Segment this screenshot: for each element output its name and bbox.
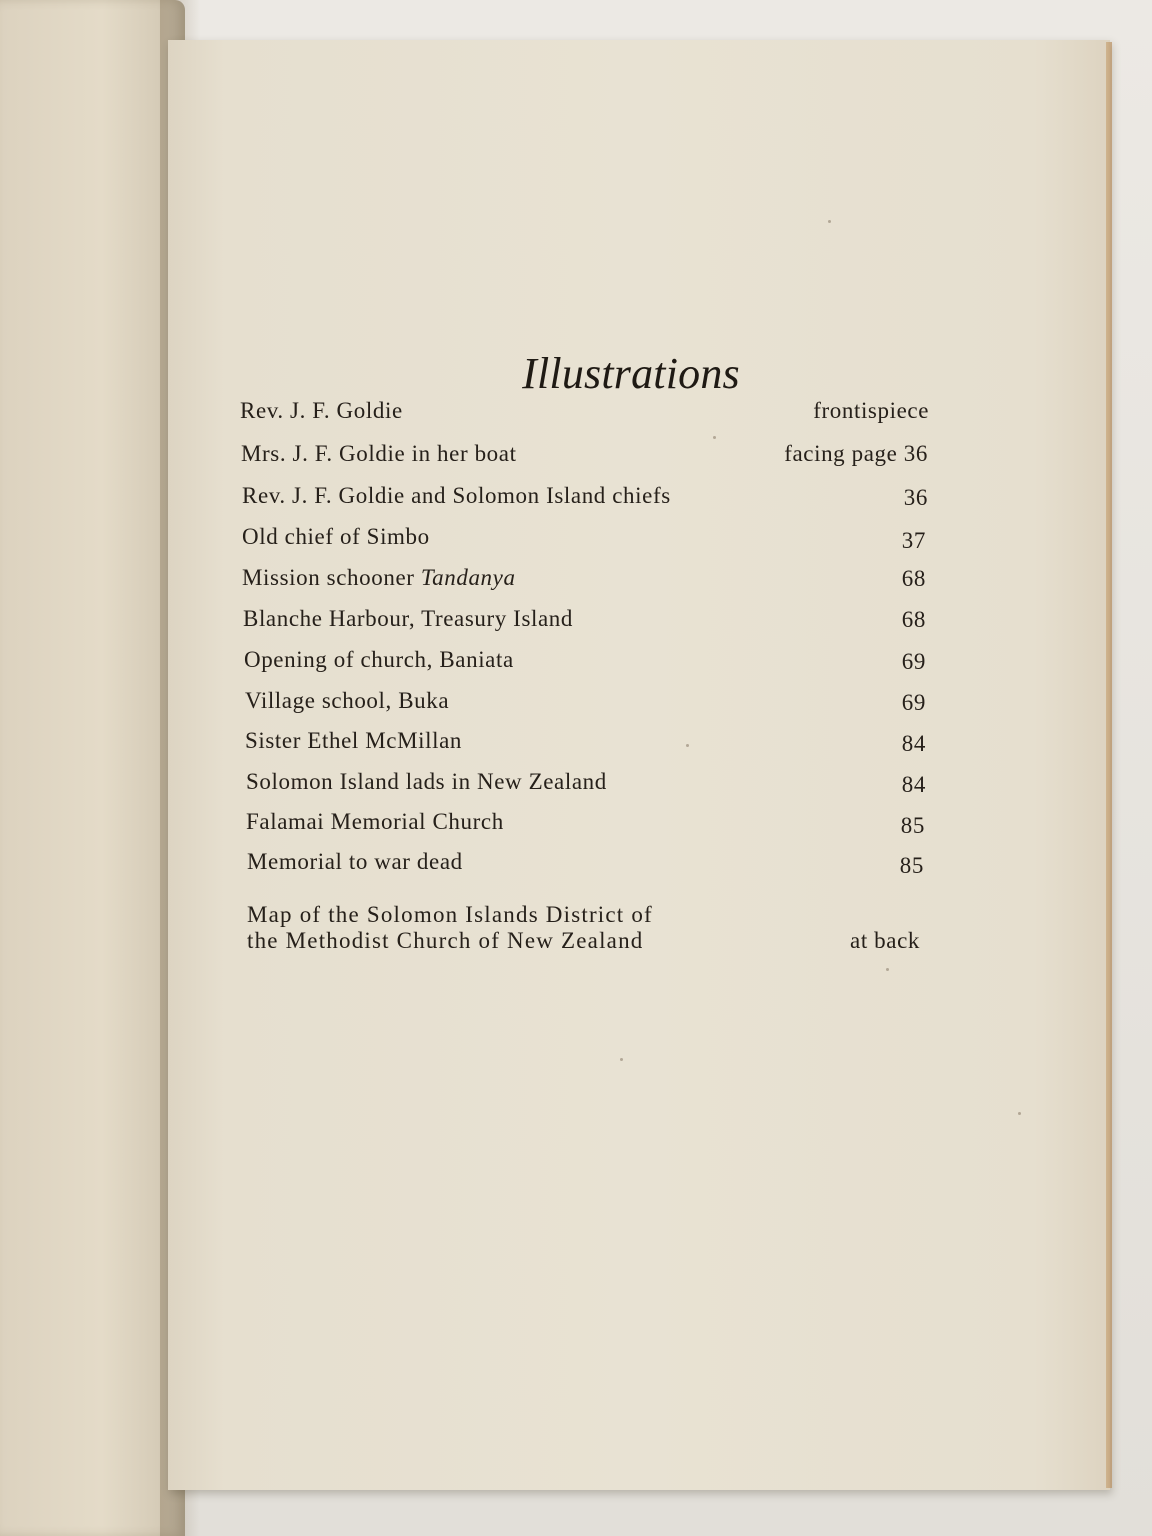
- paper-speck: [1018, 1112, 1021, 1115]
- list-item-page: frontispiece: [813, 398, 929, 423]
- list-item-label: [242, 565, 516, 591]
- paper-speck: [886, 968, 889, 971]
- list-item-label: Rev. J. F. Goldie: [240, 398, 403, 423]
- ship-name-italic: Tandanya: [420, 565, 516, 590]
- list-item-page: 85: [900, 813, 925, 838]
- list-item-label: Falamai Memorial Church: [246, 809, 504, 834]
- list-item-page: facing page 36: [784, 441, 928, 466]
- list-item-label: Blanche Harbour, Treasury Island: [243, 606, 573, 631]
- list-item-label: Solomon Island lads in New Zealand: [246, 769, 607, 794]
- list-item-page: 37: [901, 528, 926, 553]
- list-item-page: 84: [901, 731, 926, 756]
- list-item-label-text: Mission schooner: [242, 565, 421, 590]
- paper-speck: [828, 220, 831, 223]
- list-item-page: 36: [903, 485, 928, 510]
- paper-speck: [620, 1058, 623, 1061]
- list-item-page: 84: [901, 772, 926, 797]
- page-title-text: Illustrations: [522, 349, 740, 398]
- list-item-label: Old chief of Simbo: [242, 524, 430, 549]
- list-item-label: Village school, Buka: [245, 688, 450, 713]
- list-item-page: 69: [901, 690, 926, 715]
- map-entry-line-2: the Methodist Church of New Zealand: [247, 928, 644, 953]
- list-item-label: Opening of church, Baniata: [244, 647, 514, 672]
- list-item-page: 85: [899, 853, 924, 878]
- paper-speck: [713, 436, 716, 439]
- list-item-label: Memorial to war dead: [247, 849, 463, 874]
- book-page: [168, 40, 1110, 1490]
- list-item-page: 69: [901, 649, 926, 674]
- list-item-page: 68: [901, 566, 926, 591]
- map-entry-label: [247, 902, 653, 954]
- page-edge: [1106, 42, 1112, 1488]
- left-page: [0, 0, 185, 1536]
- list-item-label: Sister Ethel McMillan: [245, 728, 463, 753]
- list-item-label: Rev. J. F. Goldie and Solomon Island chiefs: [242, 483, 671, 508]
- list-item-page: 68: [901, 607, 926, 632]
- list-item-label: Mrs. J. F. Goldie in her boat: [241, 441, 517, 466]
- paper-speck: [686, 744, 689, 747]
- map-entry-page: at back: [850, 928, 920, 953]
- map-entry-line-1: Map of the Solomon Islands District of: [247, 902, 653, 927]
- illustrations-list: [168, 40, 1110, 1490]
